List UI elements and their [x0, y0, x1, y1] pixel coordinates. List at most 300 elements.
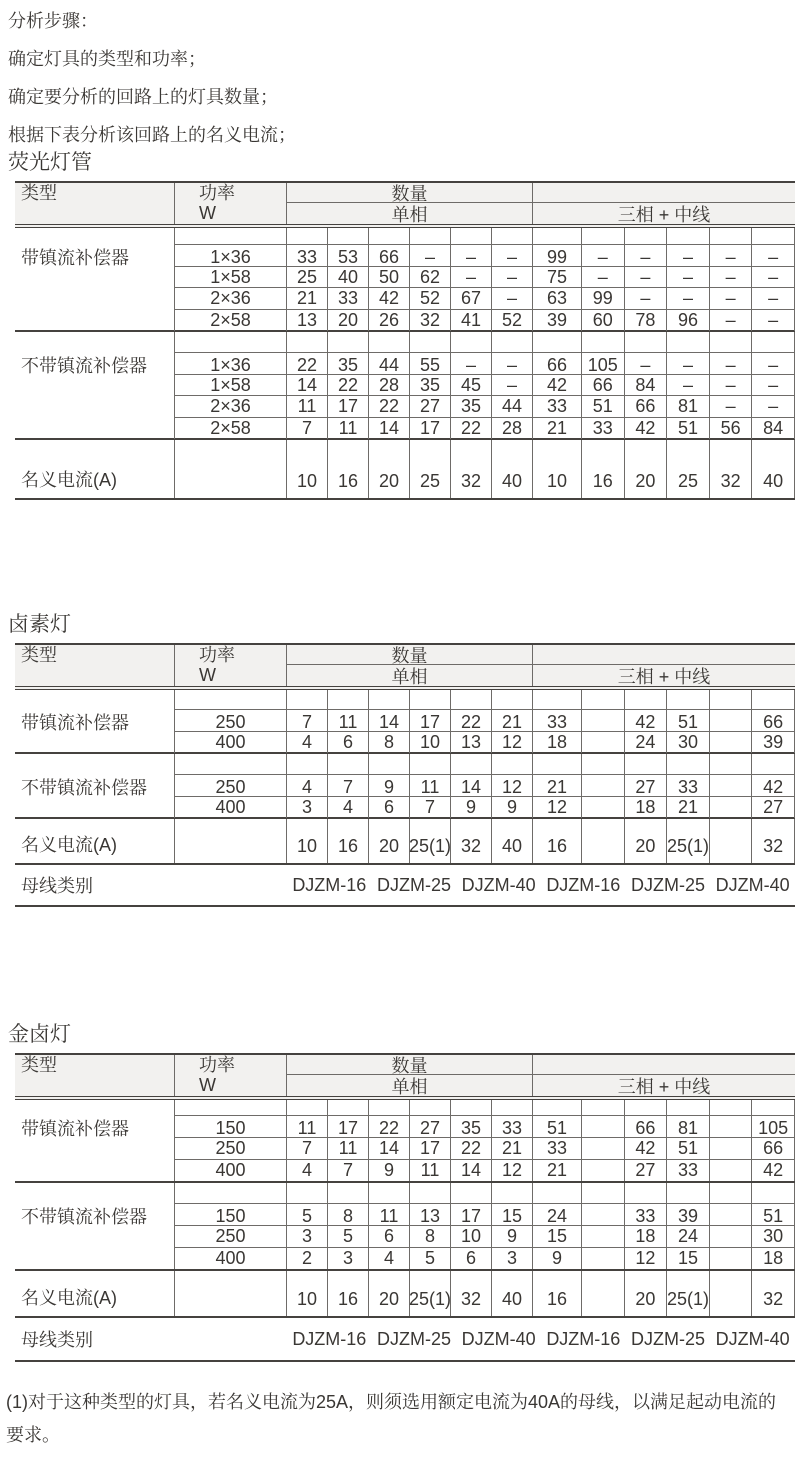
- value-cell: 21: [533, 774, 582, 800]
- value-cell: 105: [752, 1115, 795, 1141]
- value-cell: [710, 819, 753, 863]
- value-cell: [328, 1183, 369, 1203]
- value-cell: 22: [451, 417, 492, 439]
- value-cell: [533, 690, 582, 709]
- value-cell: –: [492, 266, 533, 288]
- busbar-cell: DJZM-40: [715, 874, 790, 895]
- col-header-single-phase: 单相: [287, 203, 533, 224]
- value-cell: –: [410, 244, 451, 270]
- value-cell: 42: [369, 287, 410, 309]
- busbar-cell: DJZM-40: [461, 1328, 536, 1349]
- value-cell: [582, 228, 625, 244]
- value-cell: [369, 1183, 410, 1203]
- power-cell: 1×58: [175, 374, 287, 396]
- value-cell: [410, 228, 451, 244]
- nominal-current-row: [15, 438, 795, 500]
- value-cell: [582, 1271, 625, 1316]
- busbar-cell: DJZM-16: [292, 1328, 367, 1349]
- value-cell: [667, 228, 710, 244]
- value-cell: 9: [451, 796, 492, 818]
- value-cell: [582, 1100, 625, 1115]
- value-cell: 4: [287, 1159, 328, 1181]
- busbar-label: 母线类别: [21, 876, 93, 896]
- value-cell: 12: [492, 731, 533, 753]
- value-cell: 66: [752, 1137, 795, 1159]
- value-cell: 51: [667, 709, 710, 735]
- power-cell: [175, 332, 287, 352]
- value-cell: 5: [410, 1247, 451, 1269]
- value-cell: 44: [369, 352, 410, 378]
- value-cell: [752, 1183, 795, 1203]
- value-cell: –: [582, 266, 625, 288]
- value-cell: 7: [328, 1159, 369, 1181]
- value-cell: [492, 754, 533, 774]
- value-cell: 99: [533, 244, 582, 270]
- value-cell: 10: [287, 440, 328, 498]
- value-cell: 22: [369, 1115, 410, 1141]
- value-cell: –: [667, 266, 710, 288]
- value-cell: 26: [369, 309, 410, 331]
- value-cell: –: [710, 374, 753, 396]
- type-cell: 名义电流(A): [15, 819, 175, 863]
- value-cell: 12: [625, 1247, 668, 1269]
- value-cell: 14: [369, 709, 410, 735]
- col-header-type: 类型: [15, 645, 175, 686]
- power-cell: 2×36: [175, 287, 287, 309]
- value-cell: [582, 1183, 625, 1203]
- data-row: [15, 1159, 795, 1181]
- value-cell: [667, 332, 710, 352]
- value-cell: 42: [625, 417, 668, 439]
- value-cell: 14: [369, 1137, 410, 1159]
- value-cell: 20: [369, 1271, 410, 1316]
- value-cell: 14: [287, 374, 328, 396]
- type-cell: [15, 374, 175, 396]
- power-cell: [175, 228, 287, 244]
- col-header-quantity: 数量: [287, 1055, 533, 1075]
- value-cell: 40: [492, 819, 533, 863]
- value-cell: 12: [492, 1159, 533, 1181]
- col-header-power: [175, 1055, 287, 1096]
- power-unit-label: W: [199, 203, 216, 223]
- value-cell: 4: [287, 731, 328, 753]
- value-cell: 45: [451, 374, 492, 396]
- value-cell: [625, 1100, 668, 1115]
- type-cell: 不带镇流补偿器: [15, 1203, 175, 1229]
- type-cell: 不带镇流补偿器: [15, 774, 175, 800]
- value-cell: –: [752, 395, 795, 417]
- value-cell: 52: [492, 309, 533, 331]
- busbar-cell: DJZM-25: [376, 874, 451, 895]
- data-row: [15, 395, 795, 417]
- value-cell: 30: [667, 731, 710, 753]
- value-cell: [533, 754, 582, 774]
- value-cell: [328, 332, 369, 352]
- value-cell: –: [625, 266, 668, 288]
- value-cell: 42: [625, 709, 668, 735]
- value-cell: –: [667, 352, 710, 378]
- value-cell: 33: [667, 1159, 710, 1181]
- value-cell: 84: [752, 417, 795, 439]
- value-cell: [328, 754, 369, 774]
- value-cell: 24: [667, 1225, 710, 1247]
- col-header-three-phase: 三相 + 中线: [617, 204, 711, 225]
- value-cell: [533, 332, 582, 352]
- data-row: [15, 774, 795, 796]
- value-cell: [492, 1183, 533, 1203]
- value-cell: 39: [752, 731, 795, 753]
- value-cell: [328, 1100, 369, 1115]
- value-cell: 25: [287, 266, 328, 288]
- value-cell: 15: [667, 1247, 710, 1269]
- busbar-cell: DJZM-16: [546, 1328, 621, 1349]
- power-cell: 400: [175, 796, 287, 818]
- value-cell: 18: [533, 731, 582, 753]
- value-cell: –: [492, 244, 533, 270]
- type-cell: 带镇流补偿器: [15, 244, 175, 270]
- value-cell: 10: [287, 1271, 328, 1316]
- value-cell: [625, 228, 668, 244]
- value-cell: –: [710, 266, 753, 288]
- spacer-row: [15, 1181, 795, 1203]
- value-cell: 32: [451, 1271, 492, 1316]
- value-cell: 6: [369, 1225, 410, 1247]
- value-cell: [533, 1183, 582, 1203]
- value-cell: [410, 690, 451, 709]
- value-cell: [710, 1100, 753, 1115]
- power-cell: [175, 1271, 287, 1316]
- value-cell: [710, 1247, 753, 1269]
- power-cell: 150: [175, 1115, 287, 1141]
- value-cell: 25(1): [667, 1271, 710, 1316]
- value-cell: 32: [752, 819, 795, 863]
- value-cell: 66: [625, 395, 668, 417]
- value-cell: 9: [533, 1247, 582, 1269]
- value-cell: 22: [451, 1137, 492, 1159]
- type-cell: 名义电流(A): [15, 440, 175, 498]
- value-cell: 5: [287, 1203, 328, 1229]
- value-cell: [328, 228, 369, 244]
- value-cell: 17: [328, 395, 369, 417]
- spacer-row: [15, 1100, 795, 1115]
- value-cell: [710, 1137, 753, 1159]
- value-cell: 28: [492, 417, 533, 439]
- col-header-type: 类型: [15, 1055, 175, 1096]
- table-metal-halide: [15, 1053, 795, 1362]
- value-cell: 21: [492, 1137, 533, 1159]
- value-cell: 62: [410, 266, 451, 288]
- value-cell: 20: [369, 819, 410, 863]
- value-cell: [710, 1225, 753, 1247]
- data-row: [15, 1115, 795, 1137]
- col-header-type: 类型: [15, 183, 175, 224]
- value-cell: 3: [328, 1247, 369, 1269]
- value-cell: [451, 228, 492, 244]
- value-cell: 9: [369, 1159, 410, 1181]
- value-cell: [710, 1271, 753, 1316]
- busbar-cell: DJZM-25: [630, 874, 705, 895]
- value-cell: [625, 332, 668, 352]
- value-cell: 21: [533, 417, 582, 439]
- power-cell: 2×58: [175, 309, 287, 331]
- section-title-metal-halide: 金卤灯: [8, 1023, 71, 1046]
- value-cell: 33: [533, 1137, 582, 1159]
- type-cell: 名义电流(A): [15, 1271, 175, 1316]
- value-cell: 25: [667, 440, 710, 498]
- value-cell: 32: [710, 440, 753, 498]
- value-cell: –: [752, 352, 795, 378]
- value-cell: 17: [410, 417, 451, 439]
- value-cell: [667, 690, 710, 709]
- value-cell: 21: [287, 287, 328, 309]
- power-unit-label: W: [199, 1075, 216, 1095]
- value-cell: –: [625, 352, 668, 378]
- power-cell: 1×58: [175, 266, 287, 288]
- value-cell: 96: [667, 309, 710, 331]
- value-cell: 51: [582, 395, 625, 417]
- power-header-label: 功率: [199, 1055, 235, 1075]
- value-cell: 18: [625, 1225, 668, 1247]
- value-cell: 66: [752, 709, 795, 735]
- value-cell: [582, 819, 625, 863]
- value-cell: 21: [492, 709, 533, 735]
- value-cell: [369, 754, 410, 774]
- value-cell: [625, 1183, 668, 1203]
- value-cell: [369, 228, 410, 244]
- type-cell: 带镇流补偿器: [15, 1115, 175, 1141]
- value-cell: [287, 690, 328, 709]
- col-header-power: [175, 183, 287, 224]
- power-cell: 400: [175, 1159, 287, 1181]
- value-cell: [287, 1100, 328, 1115]
- value-cell: 27: [752, 796, 795, 818]
- value-cell: 81: [667, 395, 710, 417]
- value-cell: [710, 1159, 753, 1181]
- value-cell: [492, 228, 533, 244]
- data-row: [15, 244, 795, 266]
- value-cell: [533, 1100, 582, 1115]
- section-title-halogen: 卤素灯: [8, 613, 71, 636]
- value-cell: 15: [492, 1203, 533, 1229]
- value-cell: [752, 690, 795, 709]
- value-cell: 22: [328, 374, 369, 396]
- type-cell: [15, 287, 175, 309]
- value-cell: 7: [287, 1137, 328, 1159]
- intro-line: 根据下表分析该回路上的名义电流；: [8, 125, 296, 145]
- value-cell: [410, 1100, 451, 1115]
- value-cell: 84: [625, 374, 668, 396]
- value-cell: [582, 731, 625, 753]
- value-cell: 40: [492, 1271, 533, 1316]
- value-cell: 39: [667, 1203, 710, 1229]
- value-cell: 33: [287, 244, 328, 270]
- type-cell: [15, 228, 175, 244]
- value-cell: –: [710, 309, 753, 331]
- value-cell: 21: [667, 796, 710, 818]
- value-cell: [287, 228, 328, 244]
- value-cell: [369, 332, 410, 352]
- type-cell: [15, 690, 175, 709]
- value-cell: 32: [451, 440, 492, 498]
- value-cell: 25(1): [410, 819, 451, 863]
- value-cell: 55: [410, 352, 451, 378]
- footnote-text: (1)对于这种类型的灯具，若名义电流为25A，则须选用额定电流为40A的母线，以满足起动电流的要求。: [6, 1392, 777, 1445]
- value-cell: 6: [451, 1247, 492, 1269]
- col-header-single-phase: 单相: [287, 665, 533, 686]
- value-cell: 66: [369, 244, 410, 270]
- value-cell: 27: [625, 1159, 668, 1181]
- value-cell: 13: [451, 731, 492, 753]
- intro-line: 确定灯具的类型和功率；: [8, 49, 206, 69]
- value-cell: 33: [667, 774, 710, 800]
- value-cell: [287, 1183, 328, 1203]
- data-row: [15, 1137, 795, 1159]
- value-cell: [710, 796, 753, 818]
- value-cell: 13: [410, 1203, 451, 1229]
- value-cell: 4: [369, 1247, 410, 1269]
- spacer-row: [15, 228, 795, 244]
- power-cell: 400: [175, 731, 287, 753]
- type-cell: [15, 754, 175, 774]
- value-cell: [492, 1100, 533, 1115]
- value-cell: –: [710, 395, 753, 417]
- power-cell: [175, 754, 287, 774]
- data-row: [15, 287, 795, 309]
- value-cell: [667, 754, 710, 774]
- value-cell: 33: [492, 1115, 533, 1141]
- spacer-row: [15, 330, 795, 352]
- value-cell: 51: [667, 1137, 710, 1159]
- value-cell: 50: [369, 266, 410, 288]
- table-header: [15, 643, 795, 690]
- value-cell: 11: [328, 1137, 369, 1159]
- value-cell: [582, 796, 625, 818]
- value-cell: 24: [533, 1203, 582, 1229]
- busbar-row: [15, 865, 795, 907]
- value-cell: 22: [451, 709, 492, 735]
- value-cell: 10: [451, 1225, 492, 1247]
- value-cell: [582, 1247, 625, 1269]
- value-cell: [451, 1183, 492, 1203]
- value-cell: –: [752, 309, 795, 331]
- value-cell: [287, 332, 328, 352]
- busbar-cell: DJZM-25: [630, 1328, 705, 1349]
- data-row: [15, 417, 795, 439]
- value-cell: 17: [451, 1203, 492, 1229]
- data-row: [15, 352, 795, 374]
- value-cell: –: [625, 287, 668, 309]
- busbar-label: 母线类别: [21, 1330, 93, 1350]
- value-cell: 33: [328, 287, 369, 309]
- value-cell: 14: [451, 774, 492, 800]
- value-cell: [710, 228, 753, 244]
- value-cell: 17: [410, 1137, 451, 1159]
- value-cell: 16: [328, 440, 369, 498]
- value-cell: 9: [492, 796, 533, 818]
- data-row: [15, 309, 795, 331]
- power-cell: 250: [175, 774, 287, 800]
- value-cell: [710, 1183, 753, 1203]
- value-cell: 22: [369, 395, 410, 417]
- section-title-fluorescent: 荧光灯管: [8, 151, 92, 174]
- value-cell: 17: [410, 709, 451, 735]
- value-cell: –: [667, 244, 710, 270]
- value-cell: [410, 1183, 451, 1203]
- col-header-quantity: 数量: [287, 645, 533, 665]
- value-cell: 18: [625, 796, 668, 818]
- table-header: [15, 1053, 795, 1100]
- value-cell: 11: [287, 395, 328, 417]
- data-row: [15, 266, 795, 288]
- data-row: [15, 796, 795, 818]
- value-cell: 51: [533, 1115, 582, 1141]
- value-cell: 6: [328, 731, 369, 753]
- type-cell: [15, 1159, 175, 1181]
- value-cell: [328, 690, 369, 709]
- type-cell: [15, 395, 175, 417]
- value-cell: –: [752, 287, 795, 309]
- value-cell: 21: [533, 1159, 582, 1181]
- value-cell: 39: [533, 309, 582, 331]
- power-cell: 1×36: [175, 244, 287, 270]
- value-cell: –: [492, 287, 533, 309]
- intro-line: 确定要分析的回路上的灯具数量；: [8, 87, 278, 107]
- power-cell: 2×36: [175, 395, 287, 417]
- busbar-cell: DJZM-40: [461, 874, 536, 895]
- value-cell: 20: [328, 309, 369, 331]
- value-cell: 67: [451, 287, 492, 309]
- value-cell: 42: [752, 774, 795, 800]
- value-cell: [752, 228, 795, 244]
- value-cell: 10: [410, 731, 451, 753]
- type-cell: 不带镇流补偿器: [15, 352, 175, 378]
- value-cell: 7: [287, 709, 328, 735]
- power-cell: 250: [175, 1225, 287, 1247]
- value-cell: 20: [625, 1271, 668, 1316]
- value-cell: 42: [625, 1137, 668, 1159]
- value-cell: 2: [287, 1247, 328, 1269]
- value-cell: 3: [287, 1225, 328, 1247]
- value-cell: [287, 754, 328, 774]
- nominal-current-row: [15, 1269, 795, 1318]
- value-cell: –: [752, 266, 795, 288]
- value-cell: [752, 332, 795, 352]
- table-fluorescent: [15, 181, 795, 500]
- type-cell: [15, 1225, 175, 1247]
- value-cell: 7: [410, 796, 451, 818]
- power-cell: [175, 690, 287, 709]
- value-cell: 11: [328, 709, 369, 735]
- busbar-cell: DJZM-16: [546, 874, 621, 895]
- value-cell: 14: [369, 417, 410, 439]
- value-cell: –: [451, 266, 492, 288]
- value-cell: 66: [625, 1115, 668, 1141]
- data-row: [15, 1247, 795, 1269]
- spacer-row: [15, 752, 795, 774]
- value-cell: 5: [328, 1225, 369, 1247]
- value-cell: [582, 1225, 625, 1247]
- power-cell: 2×58: [175, 417, 287, 439]
- value-cell: 4: [328, 796, 369, 818]
- value-cell: 25(1): [410, 1271, 451, 1316]
- value-cell: 42: [752, 1159, 795, 1181]
- col-header-power: [175, 645, 287, 686]
- value-cell: 11: [287, 1115, 328, 1141]
- value-cell: 56: [710, 417, 753, 439]
- value-cell: [710, 731, 753, 753]
- value-cell: 75: [533, 266, 582, 288]
- value-cell: [533, 228, 582, 244]
